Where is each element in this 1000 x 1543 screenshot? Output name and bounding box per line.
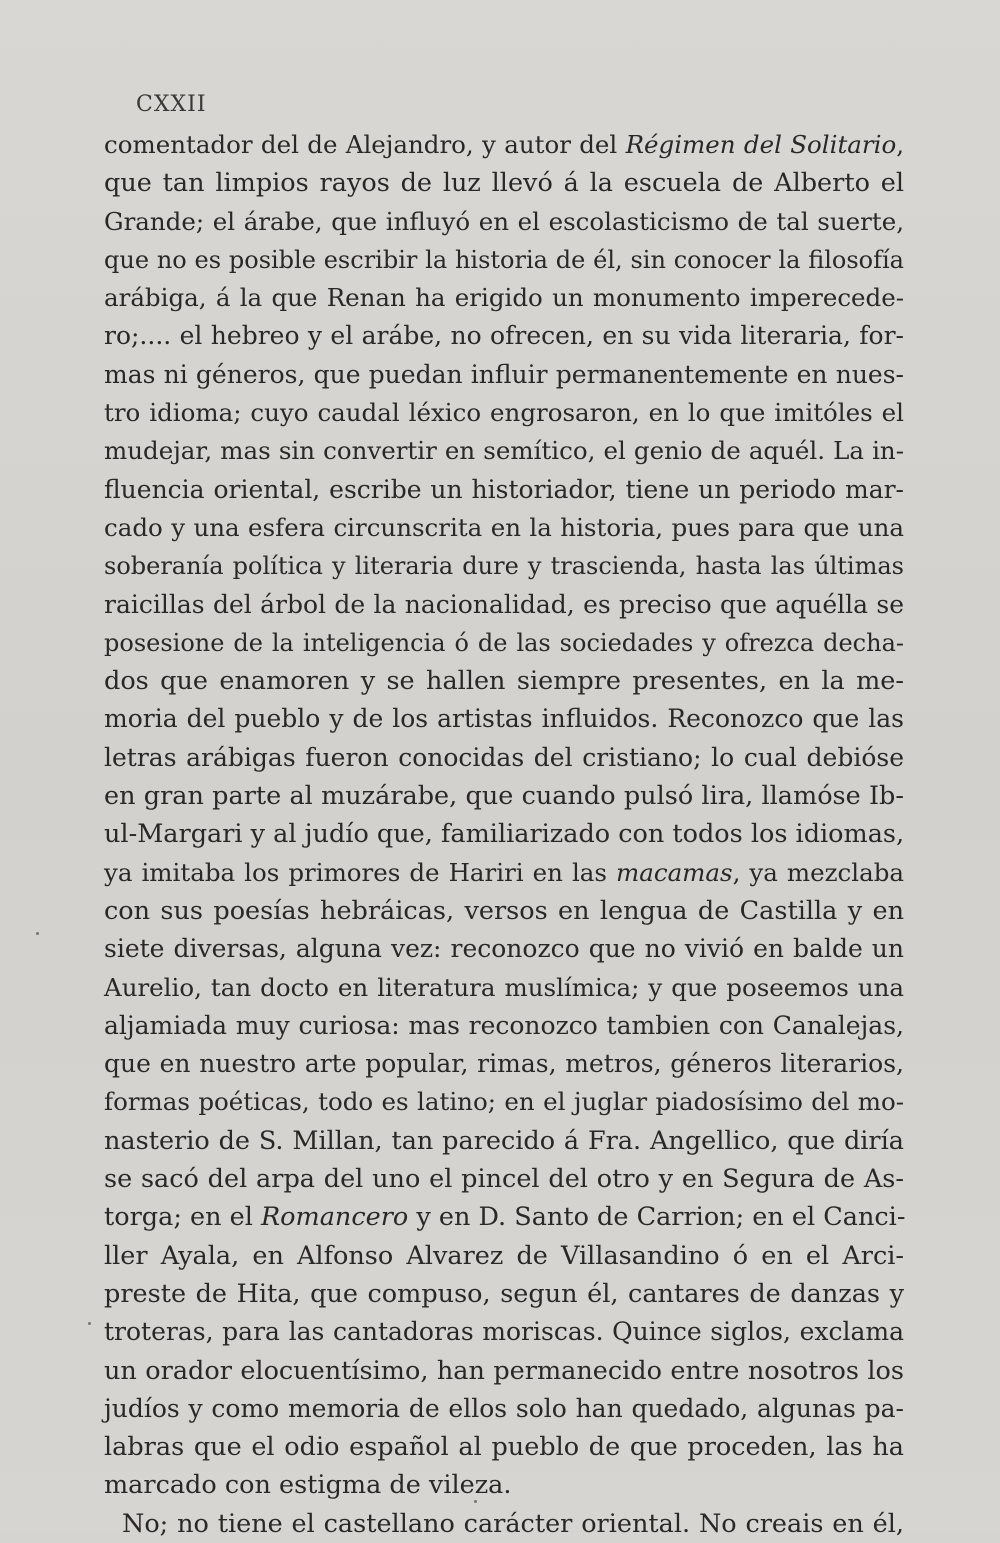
text-line: troteras, para las cantadoras moriscas. Quince siglos, exclama [104, 1317, 904, 1347]
body-text [104, 126, 904, 1543]
text-line [104, 854, 904, 892]
text-line: letras arábigas fueron conocidas del cristiano; lo cual debióse [104, 742, 904, 772]
text-line: moria del pueblo y de los artistas influidos. Reconozco que las [104, 704, 904, 734]
text-line: aljamiada muy curiosa: mas reconozco tambien con Canalejas, [104, 1010, 904, 1040]
page-number: CXXII [136, 92, 207, 117]
text-line: No; no tiene el castellano carácter oriental. No creais en él, [122, 1508, 904, 1539]
text-line: mas ni géneros, que puedan influir permanentemente en nues- [104, 359, 904, 389]
text-line: judíos y como memoria de ellos solo han quedado, algunas pa- [104, 1393, 904, 1423]
text-line: posesione de la inteligencia ó de las sociedades y ofrezca decha- [104, 628, 904, 657]
text-segment: , [896, 130, 904, 159]
text-line: arábiga, á la que Renan ha erigido un monumento imperecede- [104, 283, 904, 313]
text-line: Grande; el árabe, que influyó en el escolasticismo de tal suerte, [104, 206, 904, 236]
text-line: con sus poesías hebráicas, versos en lengua de Castilla y en [104, 895, 904, 926]
text-segment: ya imitaba los primores de Hariri en las [104, 857, 617, 887]
text-line: mudejar, mas sin convertir en semítico, el genio de aquél. La in- [104, 436, 904, 466]
text-line: dos que enamoren y se hallen siempre presentes, en la me- [104, 666, 904, 697]
text-line: Aurelio, tan docto en literatura muslímica; y que poseemos una [104, 972, 904, 1002]
text-line: que no es posible escribir la historia de él, sin conocer la filosofía [104, 245, 904, 274]
text-line [104, 126, 904, 164]
text-line: que en nuestro arte popular, rimas, metros, géneros literarios, [104, 1049, 904, 1079]
text-line: ro;.... el hebreo y el arábe, no ofrecen, en su vida literaria, for- [104, 321, 904, 351]
text-line [104, 1198, 904, 1236]
text-line: soberanía política y literaria dure y trascienda, hasta las últimas [104, 552, 904, 581]
paper-speck [474, 1500, 477, 1503]
italic-title: macamas [616, 857, 733, 887]
text-line: un orador elocuentísimo, han permanecido entre nosotros los [104, 1355, 904, 1386]
text-line: preste de Hita, que compuso, segun él, cantares de danzas y [104, 1278, 904, 1309]
text-line: labras que el odio español al pueblo de que proceden, las ha [104, 1432, 904, 1463]
text-line: nasterio de S. Millan, tan parecido á Fra. Angellico, que diría [104, 1125, 904, 1156]
text-line: marcado con estigma de vileza. [104, 1470, 512, 1501]
italic-title: Régimen del Solitario [625, 130, 897, 159]
text-line: siete diversas, alguna vez: reconozco que no vivió en balde un [104, 934, 904, 964]
text-line: tro idioma; cuyo caudal léxico engrosaron, en lo que imitóles el [104, 398, 904, 428]
text-line: ller Ayala, en Alfonso Alvarez de Villasandino ó en el Arci- [104, 1240, 904, 1271]
text-line: en gran parte al muzárabe, que cuando pulsó lira, llamóse Ib- [104, 781, 904, 812]
paper-speck [36, 932, 39, 935]
text-line: que tan limpios rayos de luz llevó á la escuela de Alberto el [104, 168, 904, 199]
italic-title: Romancero [260, 1202, 409, 1233]
text-segment: y en D. Santo de Carrion; en el Canci- [408, 1202, 906, 1233]
text-segment: comentador del de Alejandro, y autor del [104, 130, 626, 159]
text-line: raicillas del árbol de la nacionalidad, es preciso que aquélla se [104, 589, 904, 619]
text-line: formas poéticas, todo es latino; en el juglar piadosísimo del mo- [104, 1087, 904, 1117]
text-segment: torga; en el [104, 1202, 261, 1233]
paper-speck [88, 1322, 91, 1325]
text-line: cado y una esfera circunscrita en la historia, pues para que una [104, 512, 904, 542]
text-segment: , ya mezclaba [732, 857, 904, 887]
text-line: ul-Margari y al judío que, familiarizado con todos los idiomas, [104, 819, 905, 850]
text-line: fluencia oriental, escribe un historiador, tiene un periodo mar- [104, 474, 904, 504]
text-line: se sacó del arpa del uno el pincel del otro y en Segura de As- [104, 1164, 904, 1195]
